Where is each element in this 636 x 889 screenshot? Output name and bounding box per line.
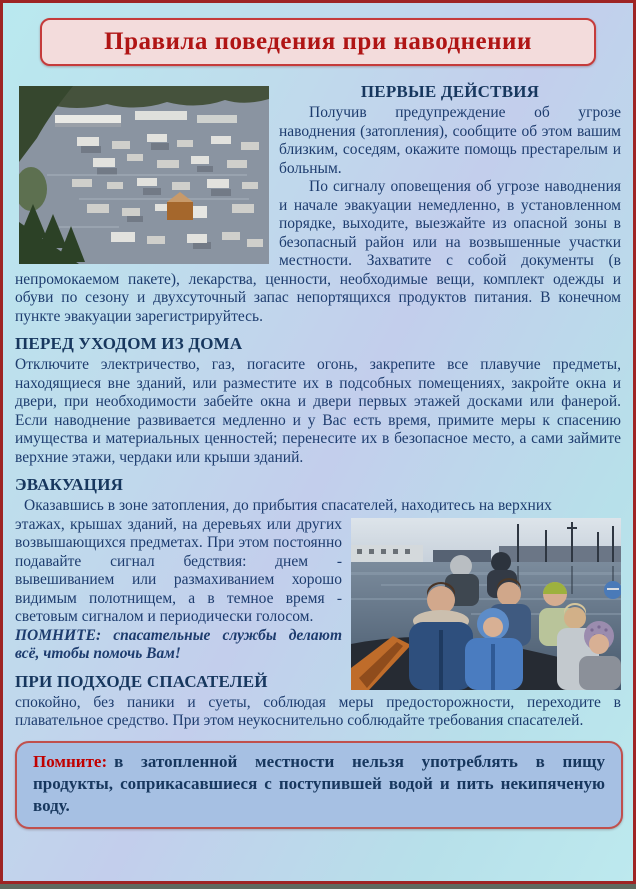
page-title: Правила поведения при наводнении (104, 28, 532, 55)
section-heading-rescuers: ПРИ ПОДХОДЕ СПАСАТЕЛЕЙ (15, 671, 268, 691)
warning-note-box (15, 741, 623, 829)
evacuation-paragraph-rest: этажах, крышах зданий, на деревьях или других возвышающихся предметах. При этом постоянно подавайте сигнал бедствия: днем - вывешиванием или размахиванием хорошо видимым полотнищем, а в темное время - световым сигналом и периодически голосом. (15, 515, 342, 625)
warning-note-text (33, 751, 605, 817)
section-heading-before-leaving: ПЕРЕД УХОДОМ ИЗ ДОМА (15, 334, 243, 353)
warning-note-body: в затопленной местности нельзя употреблять в пищу продукты, соприкасавшиеся с поступившей водой и пить некипяченую воду. (33, 751, 605, 815)
before-leaving-paragraph: Отключите электричество, газ, погасите огонь, закрепите все плавучие предметы, находящиеся вне зданий, или разместите их в подсобных помещениях, закройте окна и двери, при необходимости забейте окна и двери первых этажей досками или фанерой. Если наводнение развивается медленно и у Вас есть время, примите меры к спасению имущества и материальных ценностей; перенесите их в безопасное место, а сами займите верхние этажи, чердаки или крыши зданий. (15, 356, 621, 466)
section-evacuation (15, 475, 621, 664)
warning-note-lead: Помните: (33, 751, 108, 771)
evacuation-boat-photo (351, 518, 621, 690)
evacuation-paragraph-lead: Оказавшись в зоне затопления, до прибытия спасателей, находитесь на верхних (24, 497, 552, 514)
section-heading-first-actions: ПЕРВЫЕ ДЕЙСТВИЯ (360, 82, 540, 101)
section-first-actions (15, 82, 621, 326)
section-heading-evacuation: ЭВАКУАЦИЯ (15, 475, 124, 494)
rescuers-paragraph: спокойно, без паники и суеты, соблюдая меры предосторожности, переходите в плавательное средство. При этом неукоснительно соблюдайте требования спасателей. (15, 693, 621, 729)
poster-content (15, 82, 621, 829)
first-actions-paragraph-2: По сигналу оповещения об угрозе наводнения и начале эвакуации немедленно, в установленном порядке, выходите, выезжайте из опасной зоны в безопасный район или на возвышенные участки местности. Захватите с собой документы (в непромокаемом пакете), лекарства, ценности, необходимые вещи, комплект одежды и обуви по сезону и двухсуточный запас непортящихся продуктов питания. В конечном пункте эвакуации зарегистрируйтесь. (15, 178, 621, 325)
first-actions-paragraph-1: Получив предупреждение об угрозе наводнения (затопления), сообщите об этом вашим близким, соседям, окажите помощь престарелым и больным. (279, 104, 621, 177)
poster-title-box (40, 18, 596, 66)
evacuation-reminder: ПОМНИТЕ: спасательные службы делают всё, чтобы помочь Вам! (15, 626, 342, 662)
flooded-village-photo (19, 86, 269, 264)
section-before-leaving (15, 334, 621, 467)
